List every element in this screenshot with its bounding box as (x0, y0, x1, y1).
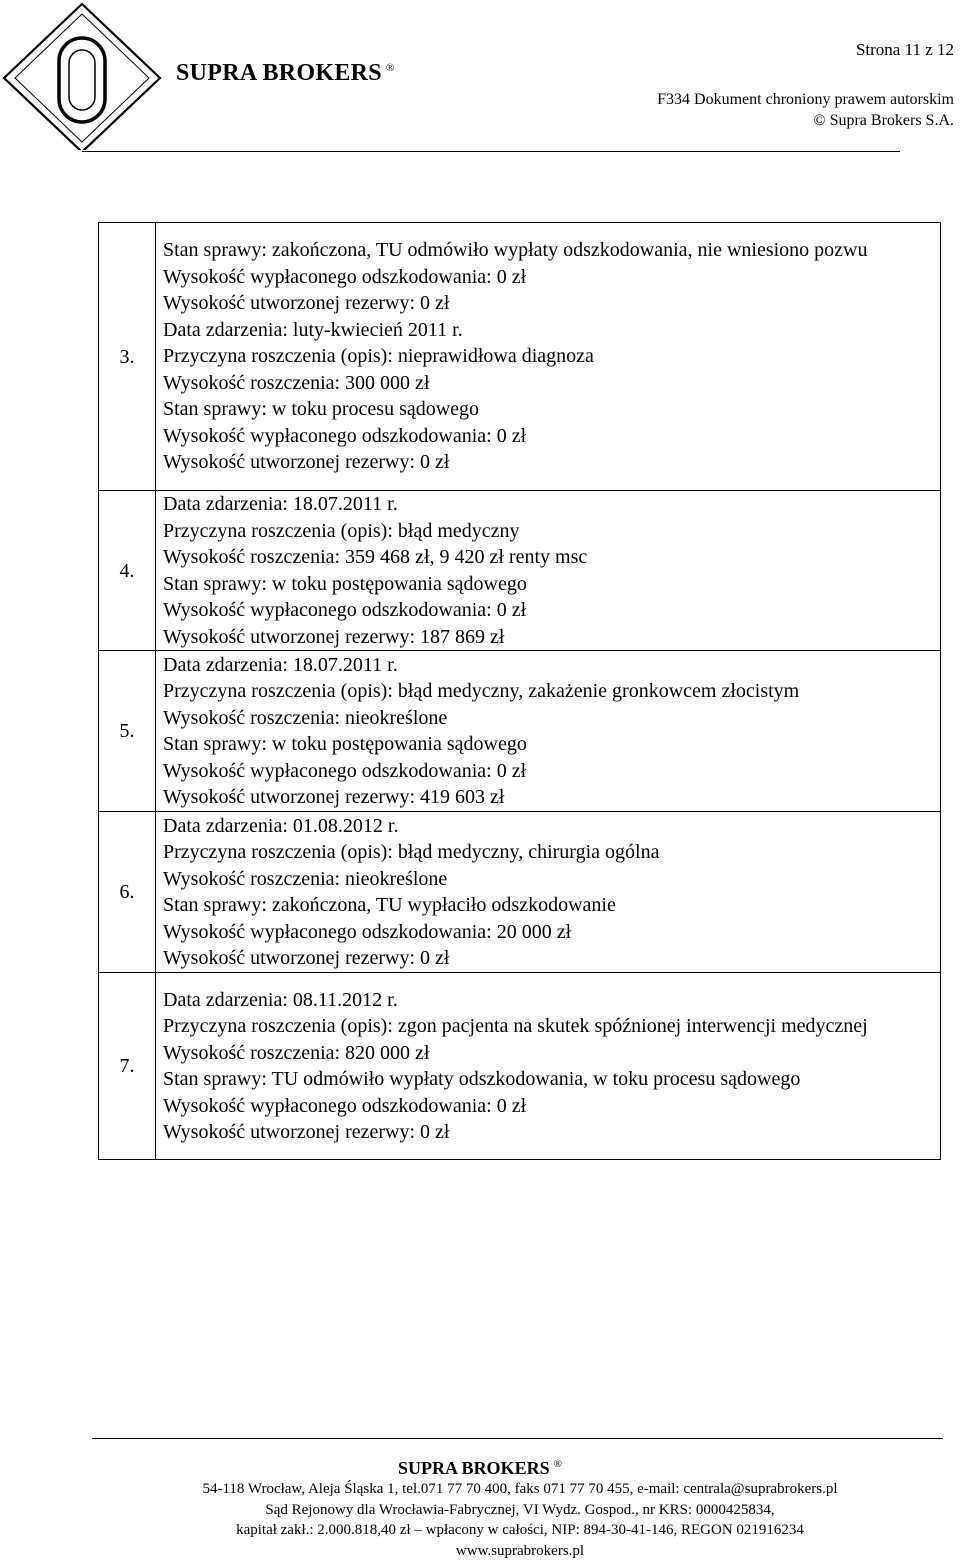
claim-detail-line: Wysokość wypłaconego odszkodowania: 0 zł (163, 759, 527, 782)
claim-detail-line: Wysokość utworzonej rezerwy: 0 zł (163, 1121, 450, 1143)
claim-detail-line: Data zdarzenia: 18.07.2011 r. (163, 653, 398, 676)
claim-detail-line: Stan sprawy: w toku postępowania sądowego (163, 572, 527, 595)
claim-detail-line: Wysokość roszczenia: 300 000 zł (163, 371, 430, 394)
claim-detail-line: Data zdarzenia: 18.07.2011 r. (163, 493, 398, 515)
claim-number: 6. (99, 812, 156, 973)
claim-detail-line: Stan sprawy: w toku procesu sądowego (163, 398, 480, 421)
claim-detail-line: Wysokość wypłaconego odszkodowania: 0 zł (163, 1094, 527, 1117)
claim-details (156, 812, 941, 973)
claim-detail-line: Stan sprawy: zakończona, TU wypłaciło odszkodowanie (163, 894, 616, 916)
claim-detail-line: Wysokość wypłaconego odszkodowania: 20 000 zł (163, 920, 572, 943)
claim-number: 3. (99, 223, 156, 491)
header-brand: SUPRA BROKERS ® (176, 60, 395, 86)
claim-detail-line: Stan sprawy: TU odmówiło wypłaty odszkodowania, w toku procesu sądowego (163, 1068, 801, 1090)
claim-detail-line: Wysokość wypłaconego odszkodowania: 0 zł (163, 265, 527, 288)
claim-row (99, 651, 941, 812)
claim-row (99, 973, 941, 1160)
claim-details (156, 651, 941, 812)
copyright-notice: F334 Dokument chroniony prawem autorskim (657, 91, 954, 108)
footer-court-registry: Sąd Rejonowy dla Wrocławia-Fabrycznej, VI Wydz. Gospod., nr KRS: 0000425834, (265, 1502, 775, 1518)
claim-detail-line: Wysokość utworzonej rezerwy: 187 869 zł (163, 625, 505, 648)
claim-detail-line: Stan sprawy: w toku postępowania sądowego (163, 733, 527, 755)
claim-number: 7. (99, 973, 156, 1160)
footer-capital-ids: kapitał zakł.: 2.000.818,40 zł – wpłacony w całości, NIP: 894-30-41-146, REGON 021916234 (236, 1522, 804, 1538)
claim-detail-line: Wysokość wypłaconego odszkodowania: 0 zł (163, 424, 527, 447)
claim-detail-line: Wysokość utworzonej rezerwy: 0 zł (163, 292, 450, 315)
claim-detail-line: Przyczyna roszczenia (opis): nieprawidłowa diagnoza (163, 345, 594, 368)
claim-details (156, 491, 941, 651)
claim-row (99, 491, 941, 651)
claim-detail-line: Wysokość roszczenia: 359 468 zł, 9 420 zł renty msc (163, 546, 588, 568)
claim-detail-line: Wysokość roszczenia: nieokreślone (163, 867, 448, 890)
registered-mark: ® (553, 1458, 562, 1470)
footer-address: 54-118 Wrocław, Aleja Śląska 1, tel.071 77 70 400, faks 071 77 70 455, e-mail: centrala@suprabrokers.pl (202, 1481, 838, 1497)
claims-table (98, 222, 941, 1160)
claim-details (156, 223, 941, 491)
footer-divider (92, 1438, 943, 1439)
footer-website: www.suprabrokers.pl (455, 1543, 585, 1559)
claim-detail-line: Data zdarzenia: luty-kwiecień 2011 r. (163, 318, 463, 341)
claim-detail-line: Wysokość roszczenia: 820 000 zł (163, 1041, 430, 1064)
claim-row (99, 223, 941, 491)
claim-detail-line: Wysokość utworzonej rezerwy: 0 zł (163, 451, 450, 474)
copyright-holder: © Supra Brokers S.A. (813, 112, 954, 129)
claim-detail-line: Przyczyna roszczenia (opis): błąd medyczny (163, 519, 520, 542)
claim-detail-line: Wysokość utworzonej rezerwy: 419 603 zł (163, 786, 505, 808)
claim-row (99, 812, 941, 973)
footer-brand: SUPRA BROKERS ® (398, 1458, 562, 1478)
supra-brokers-logo (0, 0, 170, 150)
claim-detail-line: Przyczyna roszczenia (opis): błąd medyczny, chirurgia ogólna (163, 841, 660, 863)
registered-mark: ® (385, 62, 395, 74)
page-number: Strona 11 z 12 (855, 40, 954, 59)
claim-detail-line: Stan sprawy: zakończona, TU odmówiło wypłaty odszkodowania, nie wniesiono pozwu (163, 239, 868, 262)
claim-detail-line: Data zdarzenia: 08.11.2012 r. (163, 988, 398, 1011)
claim-detail-line: Wysokość utworzonej rezerwy: 0 zł (163, 947, 450, 969)
claim-detail-line: Wysokość wypłaconego odszkodowania: 0 zł (163, 599, 527, 621)
claim-detail-line: Przyczyna roszczenia (opis): zgon pacjenta na skutek spóźnionej interwencji medycznej (163, 1015, 868, 1037)
claim-detail-line: Wysokość roszczenia: nieokreślone (163, 706, 448, 729)
header-divider (82, 151, 900, 152)
claim-number: 5. (99, 651, 156, 812)
claim-details (156, 973, 941, 1160)
claim-number: 4. (99, 491, 156, 651)
claim-detail-line: Data zdarzenia: 01.08.2012 r. (163, 814, 399, 837)
claim-detail-line: Przyczyna roszczenia (opis): błąd medyczny, zakażenie gronkowcem złocistym (163, 680, 800, 702)
